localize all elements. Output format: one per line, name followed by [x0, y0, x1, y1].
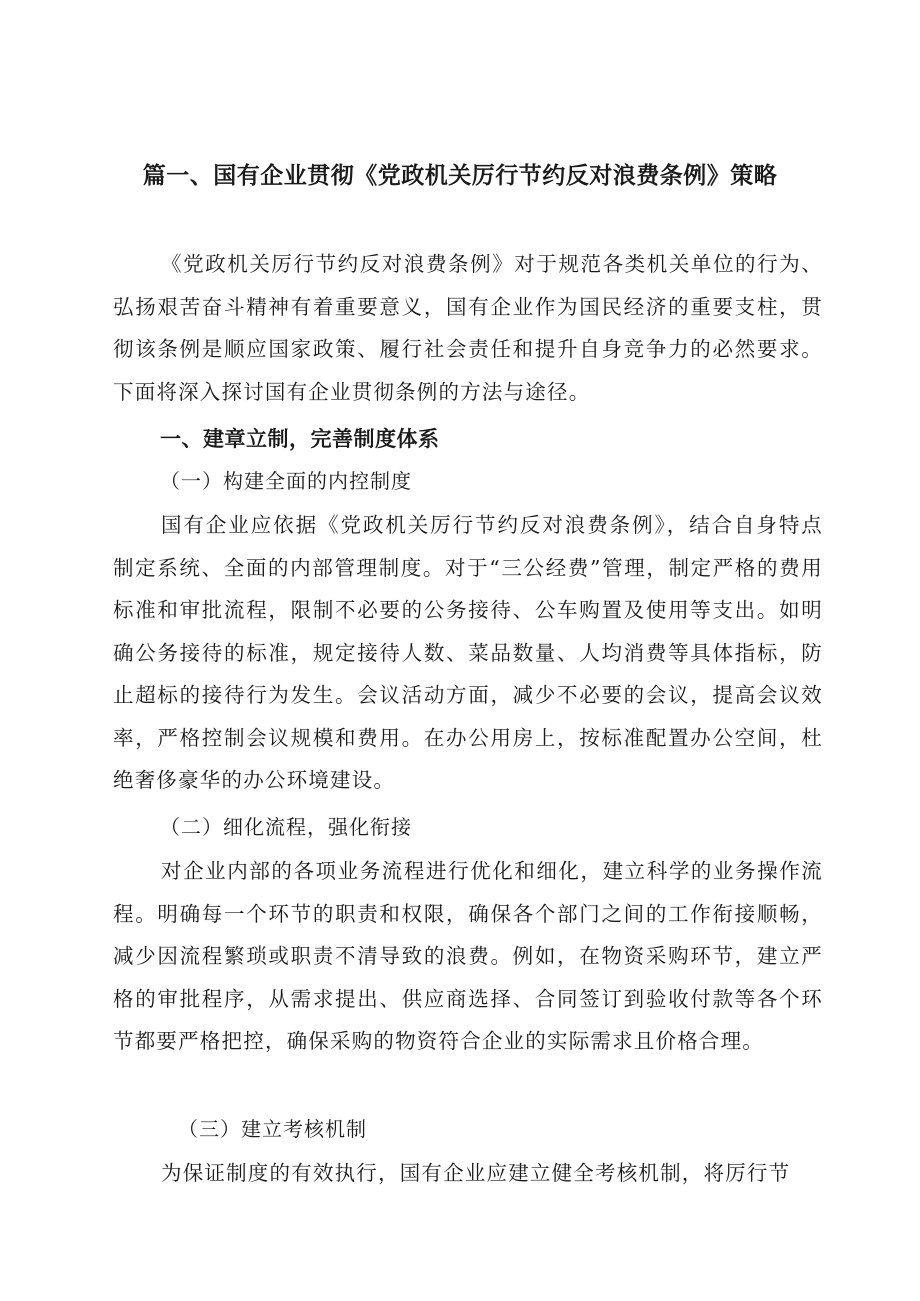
section-heading-1: 一、建章立制，完善制度体系	[160, 427, 440, 451]
intro-paragraph-block	[113, 243, 823, 413]
subsection-3-block	[113, 1152, 823, 1195]
intro-paragraph: 《党政机关厉行节约反对浪费条例》对于规范各类机关单位的行为、弘扬艰苦奋斗精神有着重要意义，国有企业作为国民经济的重要支柱，贯彻该条例是顺应国家政策、履行社会责任和提升自身竞争力的必然要求。下面将深入探讨国有企业贯彻条例的方法与途径。	[113, 252, 823, 404]
subsection-2-block	[113, 850, 823, 1063]
subsection-heading-2: （二）细化流程，强化衔接	[160, 815, 412, 839]
subsection-1-paragraph: 国有企业应依据《党政机关厉行节约反对浪费条例》，结合自身特点制定系统、全面的内部管理制度。对于“三公经费”管理，制定严格的费用标准和审批流程，限制不必要的公务接待、公车购置及使用等支出。如明确公务接待的标准，规定接待人数、菜品数量、人均消费等具体指标，防止超标的接待行为发生。会议活动方面，减少不必要的会议，提高会议效率，严格控制会议规模和费用。在办公用房上，按标准配置办公空间，杜绝奢侈豪华的办公环境建设。	[113, 513, 823, 792]
subsection-1-block	[113, 504, 823, 802]
subsection-heading-3: （三）建立考核机制	[178, 1117, 367, 1141]
subsection-3-paragraph: 为保证制度的有效执行，国有企业应建立健全考核机制，将厉行节	[161, 1161, 791, 1185]
subsection-2-paragraph: 对企业内部的各项业务流程进行优化和细化，建立科学的业务操作流程。明确每一个环节的职责和权限，确保各个部门之间的工作衔接顺畅，减少因流程繁琐或职责不清导致的浪费。例如，在物资采购环节，建立严格的审批程序，从需求提出、供应商选择、合同签订到验收付款等各个环节都要严格把控，确保采购的物资符合企业的实际需求且价格合理。	[113, 859, 823, 1053]
subsection-heading-1: （一）构建全面的内控制度	[160, 469, 412, 493]
document-title: 篇一、国有企业贯彻《党政机关厉行节约反对浪费条例》策略	[142, 163, 778, 189]
